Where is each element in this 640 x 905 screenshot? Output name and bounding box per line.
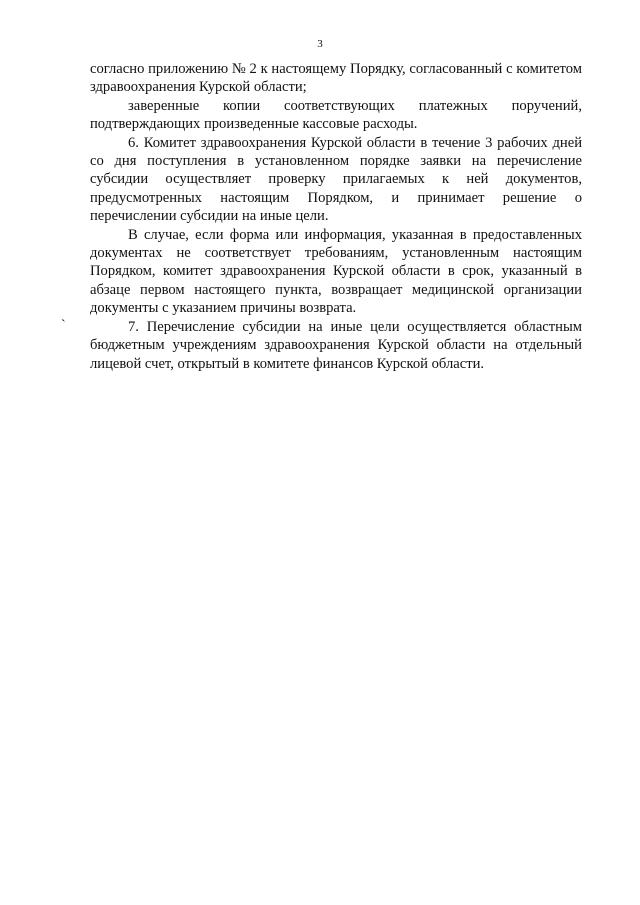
paragraph-item-7: 7. Перечисление субсидии на иные цели осуществляется областным бюджетным учреждениям здравоохранения Курской области на отдельный лицевой счет, открытый в комитете финансов Курской области.: [90, 318, 582, 372]
paragraph-item-6: 6. Комитет здравоохранения Курской области в течение 3 рабочих дней со дня поступления в установленном порядке заявки на перечисление субсидии осуществляет проверку прилагаемых к ней документов, предусмотренных настоящим Порядком, и принимает решение о перечислении субсидии на иные цели.: [90, 134, 582, 225]
paragraph-return-case: В случае, если форма или информация, указанная в предоставленных документах не соответствует требованиям, установленным настоящим Порядком, комитет здравоохранения Курской области в срок, указанный в абзаце первом настоящего пункта, возвращает медицинской организации документы с указанием причины возврата.: [90, 226, 582, 317]
document-body: [90, 60, 582, 373]
page-number: 3: [317, 38, 323, 50]
paragraph-payment-copies: заверенные копии соответствующих платежных поручений, подтверждающих произведенные кассовые расходы.: [90, 97, 582, 133]
paragraph-continuation: согласно приложению № 2 к настоящему Порядку, согласованный с комитетом здравоохранения Курской области;: [90, 61, 582, 96]
stray-mark: `: [61, 318, 66, 333]
